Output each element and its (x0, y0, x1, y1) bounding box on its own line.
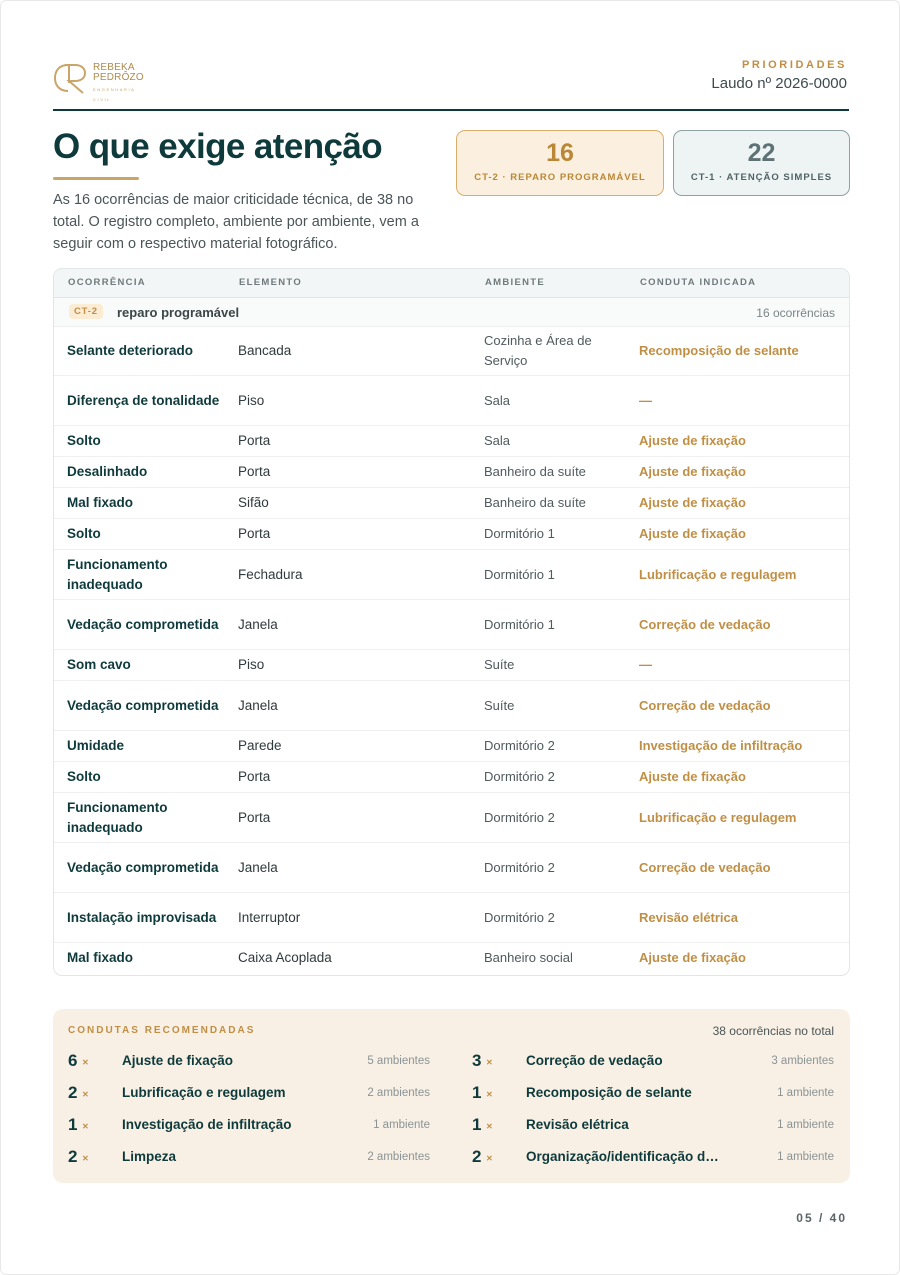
conduta-count: 6 (68, 1051, 78, 1070)
conduta-label: Lubrificação e regulagem (122, 1085, 286, 1100)
occurrence-cell: Vedação comprometida (67, 616, 219, 632)
times-icon: ✕ (82, 1058, 89, 1067)
element-cell: Porta (238, 809, 271, 825)
table-row (54, 457, 849, 488)
conduta-label: Organização/identificação d… (526, 1149, 719, 1164)
times-icon: ✕ (82, 1122, 89, 1131)
conduta-cell: Ajuste de fixação (639, 495, 746, 510)
conduta-cell: — (639, 392, 652, 408)
ambiente-cell: Banheiro da suíte (484, 464, 586, 479)
header-divider (53, 109, 849, 111)
conduta-item (472, 1115, 834, 1139)
conduta-cell: Ajuste de fixação (639, 433, 746, 448)
stat-value: 16 (546, 139, 574, 167)
table-row (54, 793, 849, 843)
element-cell: Interruptor (238, 909, 301, 925)
ambiente-cell: Dormitório 2 (484, 809, 555, 825)
condutas-total: 38 ocorrências no total (712, 1024, 834, 1038)
title-underline (53, 177, 139, 180)
table-row (54, 600, 849, 650)
element-cell: Bancada (238, 343, 292, 358)
conduta-cell: Correção de vedação (639, 859, 771, 875)
conduta-cell: Ajuste de fixação (639, 769, 746, 784)
occurrence-cell: Diferença de tonalidade (67, 392, 220, 408)
table-row (54, 731, 849, 762)
ambiente-cell: Dormitório 2 (484, 769, 555, 784)
logo-tagline: ENGENHARIA CIVIL (93, 87, 136, 102)
table-row (54, 376, 849, 426)
section-kicker: PRIORIDADES (742, 59, 847, 71)
ambiente-cell: Dormitório 2 (484, 859, 555, 875)
occurrence-cell: Solto (67, 433, 101, 448)
ambiente-cell: Cozinha e Área de Serviço (484, 333, 592, 368)
stat-label: CT-2 · REPARO PROGRAMÁVEL (474, 172, 646, 183)
group-count: 16 ocorrências (756, 306, 835, 320)
conduta-ambientes: 2 ambientes (367, 1087, 430, 1099)
header-meta (711, 59, 847, 92)
occurrence-cell: Funcionamento inadequado (67, 799, 168, 835)
ambiente-cell: Sala (484, 433, 511, 448)
conduta-count: 1 (472, 1115, 482, 1134)
conduta-ambientes: 1 ambiente (777, 1087, 834, 1099)
times-icon: ✕ (82, 1090, 89, 1099)
conduta-count: 1 (68, 1115, 78, 1134)
table-row (54, 327, 849, 376)
stat-card-ct2 (456, 130, 664, 196)
brand-logo (53, 61, 153, 102)
occurrence-cell: Solto (67, 526, 101, 541)
conduta-ambientes: 1 ambiente (777, 1151, 834, 1163)
conduta-item (472, 1051, 834, 1075)
element-cell: Janela (238, 697, 278, 713)
times-icon: ✕ (486, 1122, 493, 1131)
laudo-number: Laudo nº 2026-0000 (711, 75, 847, 92)
conduta-cell: — (639, 657, 652, 672)
column-header-ocorrencia: OCORRÊNCIA (68, 277, 146, 288)
conduta-ambientes: 1 ambiente (777, 1119, 834, 1131)
conduta-cell: Correção de vedação (639, 697, 771, 713)
logo-name-line2: PEDRÔZO (93, 72, 144, 83)
conduta-item (472, 1083, 834, 1107)
conduta-item (68, 1051, 430, 1075)
conduta-ambientes: 5 ambientes (367, 1055, 430, 1067)
occurrence-cell: Selante deteriorado (67, 343, 194, 358)
conduta-cell: Correção de vedação (639, 616, 771, 632)
conduta-ambientes: 2 ambientes (367, 1151, 430, 1163)
table-row (54, 762, 849, 793)
conduta-cell: Ajuste de fixação (639, 526, 746, 541)
conduta-cell: Ajuste de fixação (639, 950, 746, 965)
element-cell: Sifão (238, 495, 269, 510)
page-number: 05 / 40 (796, 1211, 847, 1225)
condutas-panel (53, 1009, 850, 1183)
element-cell: Fechadura (238, 566, 303, 582)
occurrence-cell: Desalinhado (67, 464, 148, 479)
ambiente-cell: Dormitório 1 (484, 616, 555, 632)
element-cell: Caixa Acoplada (238, 950, 332, 965)
ambiente-cell: Dormitório 1 (484, 566, 555, 582)
stat-label: CT-1 · ATENÇÃO SIMPLES (690, 172, 833, 183)
conduta-label: Investigação de infiltração (122, 1117, 292, 1132)
ambiente-cell: Dormitório 1 (484, 526, 555, 541)
conduta-count: 1 (472, 1083, 482, 1102)
table-group-ct2 (54, 298, 849, 327)
occurrence-cell: Umidade (67, 738, 125, 753)
conduta-item (68, 1115, 430, 1139)
element-cell: Porta (238, 769, 271, 784)
table-header (54, 269, 849, 298)
table-body (54, 327, 849, 973)
criticality-badge: CT-2 (69, 304, 103, 319)
occurrence-cell: Funcionamento inadequado (67, 556, 168, 592)
conduta-label: Correção de vedação (526, 1053, 663, 1068)
element-cell: Piso (238, 392, 265, 408)
table-row (54, 650, 849, 681)
occurrence-cell: Mal fixado (67, 495, 134, 510)
column-header-conduta: CONDUTA INDICADA (640, 277, 757, 288)
table-row (54, 519, 849, 550)
times-icon: ✕ (486, 1090, 493, 1099)
logo-name-line1: REBEKA (93, 62, 135, 73)
conduta-count: 2 (472, 1147, 482, 1166)
conduta-cell: Recomposição de selante (639, 343, 799, 358)
stat-card-ct1 (673, 130, 850, 196)
ambiente-cell: Dormitório 2 (484, 738, 555, 753)
table-row (54, 488, 849, 519)
conduta-item (68, 1147, 430, 1171)
ambiente-cell: Suíte (484, 697, 515, 713)
intro-text: As 16 ocorrências de maior criticidade técnica, de 38 no total. O registro completo, ambiente por ambiente, vem a seguir com o respectivo material fotográfico. (53, 192, 419, 252)
conduta-label: Ajuste de fixação (122, 1053, 234, 1068)
element-cell: Janela (238, 859, 278, 875)
conduta-ambientes: 3 ambientes (771, 1055, 834, 1067)
occurrences-table (53, 268, 850, 976)
ambiente-cell: Banheiro social (484, 950, 573, 965)
column-header-ambiente: AMBIENTE (485, 277, 546, 288)
conduta-cell: Revisão elétrica (639, 909, 739, 925)
condutas-kicker: CONDUTAS RECOMENDADAS (68, 1025, 256, 1036)
occurrence-cell: Mal fixado (67, 950, 134, 965)
element-cell: Porta (238, 526, 271, 541)
conduta-cell: Investigação de infiltração (639, 738, 803, 753)
group-name: reparo programável (117, 305, 240, 320)
conduta-count: 2 (68, 1147, 78, 1166)
table-row (54, 426, 849, 457)
conduta-label: Recomposição de selante (526, 1085, 692, 1100)
ambiente-cell: Suíte (484, 657, 515, 672)
conduta-cell: Lubrificação e regulagem (639, 566, 797, 582)
table-row (54, 843, 849, 893)
conduta-item (68, 1083, 430, 1107)
page-title: O que exige atenção (53, 127, 382, 166)
conduta-label: Limpeza (122, 1149, 177, 1164)
element-cell: Parede (238, 738, 282, 753)
conduta-cell: Ajuste de fixação (639, 464, 746, 479)
occurrence-cell: Som cavo (67, 657, 131, 672)
conduta-item (472, 1147, 834, 1171)
table-row (54, 550, 849, 600)
occurrence-cell: Instalação improvisada (67, 909, 217, 925)
conduta-count: 3 (472, 1051, 482, 1070)
times-icon: ✕ (486, 1058, 493, 1067)
ambiente-cell: Dormitório 2 (484, 909, 555, 925)
conduta-label: Revisão elétrica (526, 1117, 629, 1132)
times-icon: ✕ (82, 1154, 89, 1163)
conduta-ambientes: 1 ambiente (373, 1119, 430, 1131)
conduta-count: 2 (68, 1083, 78, 1102)
element-cell: Piso (238, 657, 265, 672)
times-icon: ✕ (486, 1154, 493, 1163)
logo-monogram-icon (53, 61, 89, 95)
conduta-cell: Lubrificação e regulagem (639, 809, 797, 825)
occurrence-cell: Solto (67, 769, 101, 784)
stat-value: 22 (747, 139, 776, 167)
occurrence-cell: Vedação comprometida (67, 859, 219, 875)
table-row (54, 893, 849, 943)
occurrence-cell: Vedação comprometida (67, 697, 219, 713)
element-cell: Porta (238, 433, 271, 448)
ambiente-cell: Sala (484, 392, 511, 408)
table-row (54, 943, 849, 973)
table-row (54, 681, 849, 731)
element-cell: Janela (238, 616, 278, 632)
ambiente-cell: Banheiro da suíte (484, 495, 586, 510)
column-header-elemento: ELEMENTO (239, 277, 303, 288)
element-cell: Porta (238, 464, 271, 479)
